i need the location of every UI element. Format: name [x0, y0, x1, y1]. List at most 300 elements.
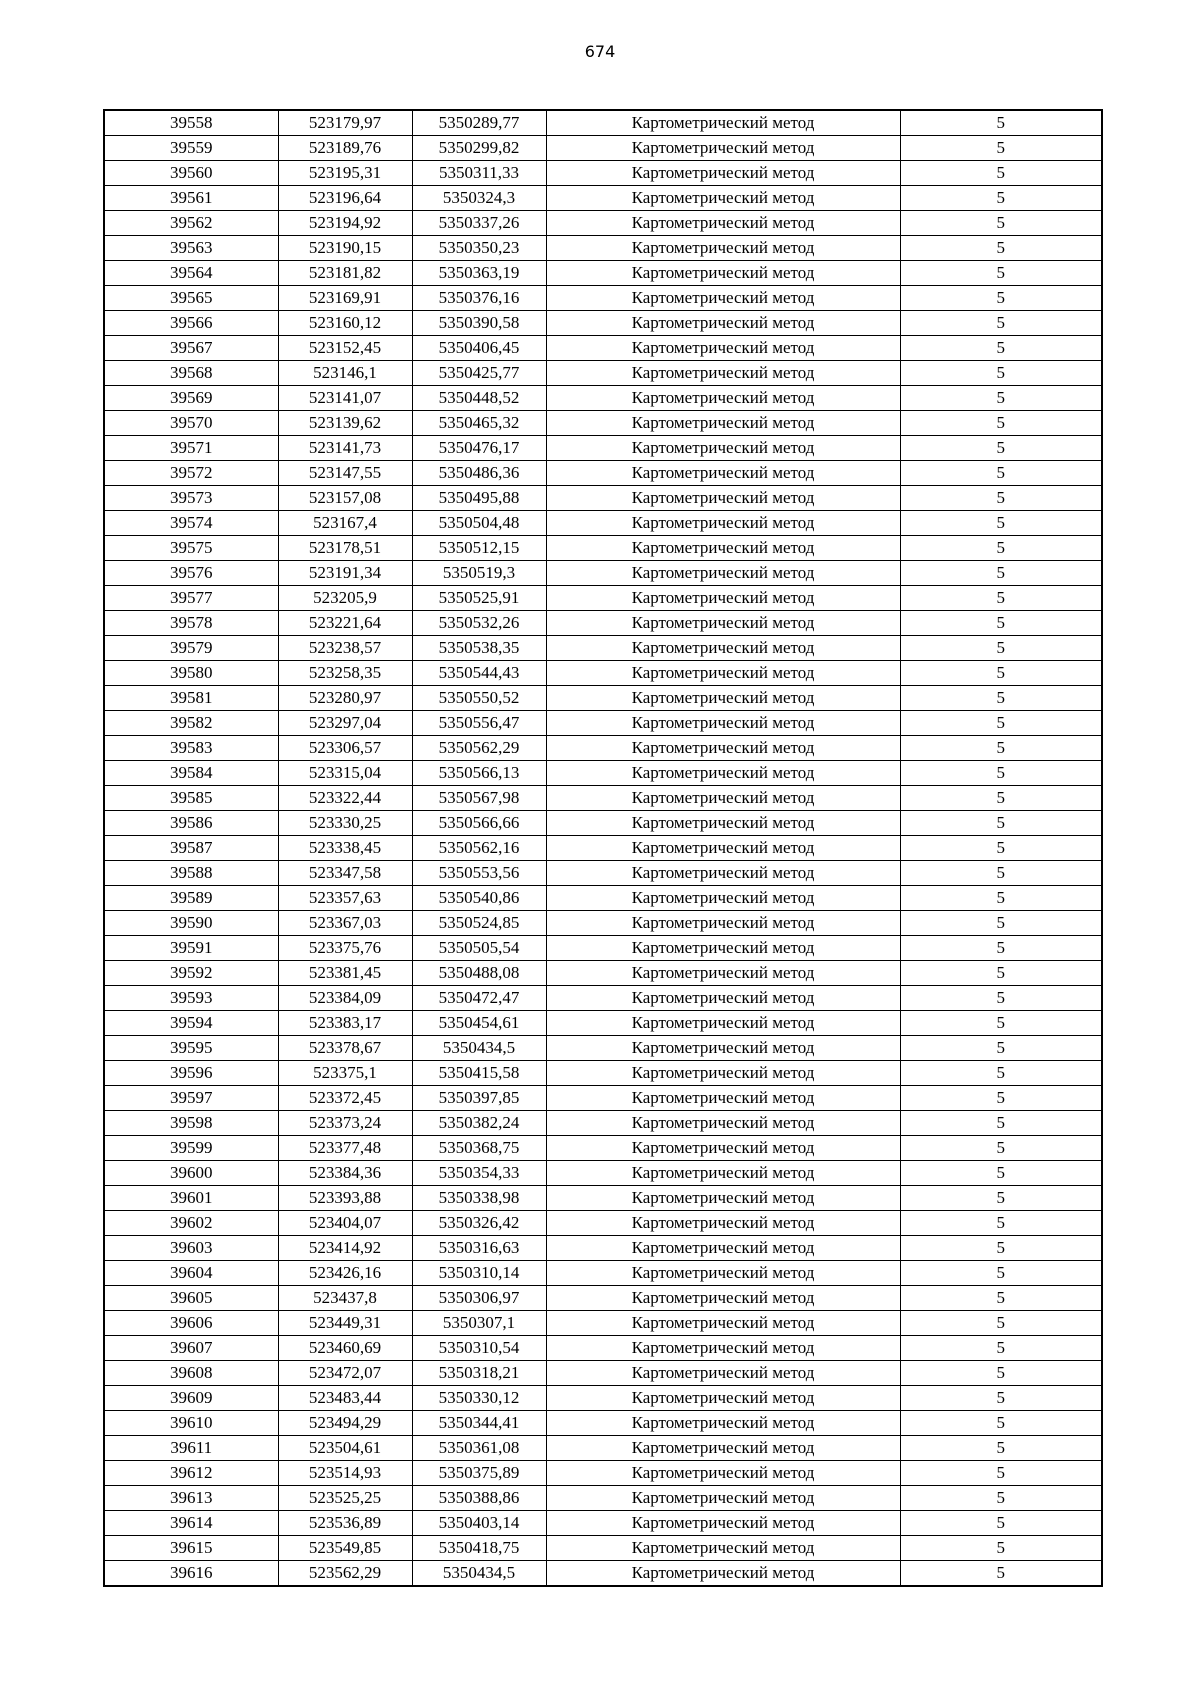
x-coordinate-cell: 523169,91	[278, 286, 412, 311]
accuracy-cell: 5	[900, 1136, 1102, 1161]
point-number-cell: 39592	[104, 961, 278, 986]
y-coordinate-cell: 5350532,26	[412, 611, 546, 636]
table-row	[104, 1461, 1102, 1486]
accuracy-cell: 5	[900, 1536, 1102, 1561]
accuracy-cell: 5	[900, 861, 1102, 886]
table-row	[104, 1436, 1102, 1461]
y-coordinate-cell: 5350488,08	[412, 961, 546, 986]
y-coordinate-cell: 5350324,3	[412, 186, 546, 211]
method-cell: Картометрический метод	[546, 186, 900, 211]
y-coordinate-cell: 5350566,66	[412, 811, 546, 836]
y-coordinate-cell: 5350368,75	[412, 1136, 546, 1161]
y-coordinate-cell: 5350326,42	[412, 1211, 546, 1236]
table-row	[104, 311, 1102, 336]
table-row	[104, 1011, 1102, 1036]
x-coordinate-cell: 523437,8	[278, 1286, 412, 1311]
point-number-cell: 39614	[104, 1511, 278, 1536]
method-cell: Картометрический метод	[546, 586, 900, 611]
table-row	[104, 386, 1102, 411]
method-cell: Картометрический метод	[546, 236, 900, 261]
table-row	[104, 110, 1102, 136]
point-number-cell: 39595	[104, 1036, 278, 1061]
method-cell: Картометрический метод	[546, 686, 900, 711]
accuracy-cell: 5	[900, 1386, 1102, 1411]
point-number-cell: 39605	[104, 1286, 278, 1311]
method-cell: Картометрический метод	[546, 1286, 900, 1311]
x-coordinate-cell: 523414,92	[278, 1236, 412, 1261]
table-row	[104, 786, 1102, 811]
x-coordinate-cell: 523393,88	[278, 1186, 412, 1211]
x-coordinate-cell: 523190,15	[278, 236, 412, 261]
method-cell: Картометрический метод	[546, 1136, 900, 1161]
method-cell: Картометрический метод	[546, 536, 900, 561]
method-cell: Картометрический метод	[546, 1561, 900, 1587]
accuracy-cell: 5	[900, 1211, 1102, 1236]
table-row	[104, 1511, 1102, 1536]
method-cell: Картометрический метод	[546, 1311, 900, 1336]
table-row	[104, 861, 1102, 886]
accuracy-cell: 5	[900, 986, 1102, 1011]
y-coordinate-cell: 5350306,97	[412, 1286, 546, 1311]
method-cell: Картометрический метод	[546, 1536, 900, 1561]
table-row	[104, 661, 1102, 686]
x-coordinate-cell: 523147,55	[278, 461, 412, 486]
point-number-cell: 39610	[104, 1411, 278, 1436]
point-number-cell: 39566	[104, 311, 278, 336]
x-coordinate-cell: 523536,89	[278, 1511, 412, 1536]
y-coordinate-cell: 5350540,86	[412, 886, 546, 911]
y-coordinate-cell: 5350505,54	[412, 936, 546, 961]
point-number-cell: 39577	[104, 586, 278, 611]
y-coordinate-cell: 5350361,08	[412, 1436, 546, 1461]
method-cell: Картометрический метод	[546, 1061, 900, 1086]
method-cell: Картометрический метод	[546, 761, 900, 786]
y-coordinate-cell: 5350448,52	[412, 386, 546, 411]
y-coordinate-cell: 5350388,86	[412, 1486, 546, 1511]
point-number-cell: 39567	[104, 336, 278, 361]
point-number-cell: 39580	[104, 661, 278, 686]
x-coordinate-cell: 523189,76	[278, 136, 412, 161]
table-row	[104, 986, 1102, 1011]
point-number-cell: 39573	[104, 486, 278, 511]
table-row	[104, 261, 1102, 286]
accuracy-cell: 5	[900, 561, 1102, 586]
y-coordinate-cell: 5350434,5	[412, 1036, 546, 1061]
x-coordinate-cell: 523146,1	[278, 361, 412, 386]
table-row	[104, 761, 1102, 786]
point-number-cell: 39604	[104, 1261, 278, 1286]
method-cell: Картометрический метод	[546, 386, 900, 411]
table-row	[104, 486, 1102, 511]
y-coordinate-cell: 5350310,54	[412, 1336, 546, 1361]
point-number-cell: 39562	[104, 211, 278, 236]
method-cell: Картометрический метод	[546, 336, 900, 361]
method-cell: Картометрический метод	[546, 711, 900, 736]
accuracy-cell: 5	[900, 386, 1102, 411]
x-coordinate-cell: 523280,97	[278, 686, 412, 711]
point-number-cell: 39602	[104, 1211, 278, 1236]
accuracy-cell: 5	[900, 1411, 1102, 1436]
y-coordinate-cell: 5350495,88	[412, 486, 546, 511]
table-row	[104, 1111, 1102, 1136]
point-number-cell: 39558	[104, 110, 278, 136]
accuracy-cell: 5	[900, 1036, 1102, 1061]
x-coordinate-cell: 523181,82	[278, 261, 412, 286]
y-coordinate-cell: 5350519,3	[412, 561, 546, 586]
table-row	[104, 611, 1102, 636]
x-coordinate-cell: 523378,67	[278, 1036, 412, 1061]
method-cell: Картометрический метод	[546, 636, 900, 661]
accuracy-cell: 5	[900, 1561, 1102, 1587]
method-cell: Картометрический метод	[546, 736, 900, 761]
point-number-cell: 39589	[104, 886, 278, 911]
point-number-cell: 39569	[104, 386, 278, 411]
table-row	[104, 436, 1102, 461]
y-coordinate-cell: 5350562,16	[412, 836, 546, 861]
accuracy-cell: 5	[900, 1261, 1102, 1286]
table-row	[104, 1486, 1102, 1511]
accuracy-cell: 5	[900, 536, 1102, 561]
table-row	[104, 211, 1102, 236]
y-coordinate-cell: 5350338,98	[412, 1186, 546, 1211]
accuracy-cell: 5	[900, 911, 1102, 936]
y-coordinate-cell: 5350556,47	[412, 711, 546, 736]
x-coordinate-cell: 523373,24	[278, 1111, 412, 1136]
accuracy-cell: 5	[900, 761, 1102, 786]
point-number-cell: 39611	[104, 1436, 278, 1461]
accuracy-cell: 5	[900, 1336, 1102, 1361]
method-cell: Картометрический метод	[546, 886, 900, 911]
x-coordinate-cell: 523205,9	[278, 586, 412, 611]
accuracy-cell: 5	[900, 1286, 1102, 1311]
accuracy-cell: 5	[900, 936, 1102, 961]
y-coordinate-cell: 5350512,15	[412, 536, 546, 561]
method-cell: Картометрический метод	[546, 1511, 900, 1536]
x-coordinate-cell: 523549,85	[278, 1536, 412, 1561]
y-coordinate-cell: 5350318,21	[412, 1361, 546, 1386]
table-row	[104, 636, 1102, 661]
x-coordinate-cell: 523338,45	[278, 836, 412, 861]
point-number-cell: 39590	[104, 911, 278, 936]
table-row	[104, 836, 1102, 861]
point-number-cell: 39599	[104, 1136, 278, 1161]
y-coordinate-cell: 5350397,85	[412, 1086, 546, 1111]
y-coordinate-cell: 5350567,98	[412, 786, 546, 811]
y-coordinate-cell: 5350316,63	[412, 1236, 546, 1261]
y-coordinate-cell: 5350403,14	[412, 1511, 546, 1536]
accuracy-cell: 5	[900, 1486, 1102, 1511]
point-number-cell: 39571	[104, 436, 278, 461]
method-cell: Картометрический метод	[546, 1111, 900, 1136]
accuracy-cell: 5	[900, 611, 1102, 636]
method-cell: Картометрический метод	[546, 561, 900, 586]
point-number-cell: 39594	[104, 1011, 278, 1036]
table-row	[104, 361, 1102, 386]
y-coordinate-cell: 5350376,16	[412, 286, 546, 311]
point-number-cell: 39615	[104, 1536, 278, 1561]
method-cell: Картометрический метод	[546, 486, 900, 511]
y-coordinate-cell: 5350415,58	[412, 1061, 546, 1086]
point-number-cell: 39560	[104, 161, 278, 186]
point-number-cell: 39593	[104, 986, 278, 1011]
point-number-cell: 39612	[104, 1461, 278, 1486]
point-number-cell: 39601	[104, 1186, 278, 1211]
page-number: 674	[584, 42, 616, 61]
point-number-cell: 39603	[104, 1236, 278, 1261]
y-coordinate-cell: 5350566,13	[412, 761, 546, 786]
accuracy-cell: 5	[900, 1011, 1102, 1036]
x-coordinate-cell: 523426,16	[278, 1261, 412, 1286]
method-cell: Картометрический метод	[546, 461, 900, 486]
table-row	[104, 1336, 1102, 1361]
method-cell: Картометрический метод	[546, 1186, 900, 1211]
method-cell: Картометрический метод	[546, 611, 900, 636]
accuracy-cell: 5	[900, 236, 1102, 261]
method-cell: Картометрический метод	[546, 961, 900, 986]
x-coordinate-cell: 523191,34	[278, 561, 412, 586]
accuracy-cell: 5	[900, 461, 1102, 486]
accuracy-cell: 5	[900, 436, 1102, 461]
y-coordinate-cell: 5350553,56	[412, 861, 546, 886]
table-row	[104, 1411, 1102, 1436]
accuracy-cell: 5	[900, 136, 1102, 161]
x-coordinate-cell: 523347,58	[278, 861, 412, 886]
accuracy-cell: 5	[900, 636, 1102, 661]
x-coordinate-cell: 523375,76	[278, 936, 412, 961]
y-coordinate-cell: 5350311,33	[412, 161, 546, 186]
y-coordinate-cell: 5350299,82	[412, 136, 546, 161]
table-row	[104, 1061, 1102, 1086]
accuracy-cell: 5	[900, 1236, 1102, 1261]
y-coordinate-cell: 5350524,85	[412, 911, 546, 936]
x-coordinate-cell: 523449,31	[278, 1311, 412, 1336]
y-coordinate-cell: 5350363,19	[412, 261, 546, 286]
table-row	[104, 1311, 1102, 1336]
accuracy-cell: 5	[900, 711, 1102, 736]
method-cell: Картометрический метод	[546, 261, 900, 286]
accuracy-cell: 5	[900, 411, 1102, 436]
table-row	[104, 811, 1102, 836]
x-coordinate-cell: 523179,97	[278, 110, 412, 136]
y-coordinate-cell: 5350354,33	[412, 1161, 546, 1186]
point-number-cell: 39608	[104, 1361, 278, 1386]
accuracy-cell: 5	[900, 286, 1102, 311]
table-row	[104, 586, 1102, 611]
method-cell: Картометрический метод	[546, 1086, 900, 1111]
method-cell: Картометрический метод	[546, 661, 900, 686]
accuracy-cell: 5	[900, 1061, 1102, 1086]
x-coordinate-cell: 523178,51	[278, 536, 412, 561]
table-row	[104, 1136, 1102, 1161]
table-row	[104, 286, 1102, 311]
accuracy-cell: 5	[900, 1086, 1102, 1111]
table-row	[104, 461, 1102, 486]
method-cell: Картометрический метод	[546, 436, 900, 461]
accuracy-cell: 5	[900, 110, 1102, 136]
method-cell: Картометрический метод	[546, 1386, 900, 1411]
point-number-cell: 39578	[104, 611, 278, 636]
table-row	[104, 736, 1102, 761]
x-coordinate-cell: 523330,25	[278, 811, 412, 836]
method-cell: Картометрический метод	[546, 1486, 900, 1511]
table-row	[104, 711, 1102, 736]
x-coordinate-cell: 523377,48	[278, 1136, 412, 1161]
point-number-cell: 39559	[104, 136, 278, 161]
method-cell: Картометрический метод	[546, 1336, 900, 1361]
x-coordinate-cell: 523194,92	[278, 211, 412, 236]
point-number-cell: 39575	[104, 536, 278, 561]
accuracy-cell: 5	[900, 1511, 1102, 1536]
table-row	[104, 1386, 1102, 1411]
x-coordinate-cell: 523383,17	[278, 1011, 412, 1036]
y-coordinate-cell: 5350425,77	[412, 361, 546, 386]
method-cell: Картометрический метод	[546, 1036, 900, 1061]
x-coordinate-cell: 523322,44	[278, 786, 412, 811]
table-row	[104, 1261, 1102, 1286]
accuracy-cell: 5	[900, 1186, 1102, 1211]
point-number-cell: 39564	[104, 261, 278, 286]
point-number-cell: 39579	[104, 636, 278, 661]
method-cell: Картометрический метод	[546, 836, 900, 861]
accuracy-cell: 5	[900, 336, 1102, 361]
y-coordinate-cell: 5350476,17	[412, 436, 546, 461]
point-number-cell: 39568	[104, 361, 278, 386]
method-cell: Картометрический метод	[546, 911, 900, 936]
accuracy-cell: 5	[900, 1311, 1102, 1336]
point-number-cell: 39581	[104, 686, 278, 711]
point-number-cell: 39585	[104, 786, 278, 811]
accuracy-cell: 5	[900, 486, 1102, 511]
x-coordinate-cell: 523357,63	[278, 886, 412, 911]
table-row	[104, 1286, 1102, 1311]
y-coordinate-cell: 5350350,23	[412, 236, 546, 261]
method-cell: Картометрический метод	[546, 1161, 900, 1186]
y-coordinate-cell: 5350375,89	[412, 1461, 546, 1486]
point-number-cell: 39572	[104, 461, 278, 486]
point-number-cell: 39607	[104, 1336, 278, 1361]
x-coordinate-cell: 523167,4	[278, 511, 412, 536]
point-number-cell: 39596	[104, 1061, 278, 1086]
table-row	[104, 161, 1102, 186]
x-coordinate-cell: 523141,07	[278, 386, 412, 411]
x-coordinate-cell: 523221,64	[278, 611, 412, 636]
table-row	[104, 561, 1102, 586]
x-coordinate-cell: 523404,07	[278, 1211, 412, 1236]
point-number-cell: 39609	[104, 1386, 278, 1411]
accuracy-cell: 5	[900, 786, 1102, 811]
method-cell: Картометрический метод	[546, 811, 900, 836]
point-number-cell: 39584	[104, 761, 278, 786]
point-number-cell: 39588	[104, 861, 278, 886]
point-number-cell: 39616	[104, 1561, 278, 1587]
x-coordinate-cell: 523494,29	[278, 1411, 412, 1436]
x-coordinate-cell: 523306,57	[278, 736, 412, 761]
table-row	[104, 236, 1102, 261]
coordinates-table	[103, 109, 1103, 1587]
y-coordinate-cell: 5350562,29	[412, 736, 546, 761]
accuracy-cell: 5	[900, 836, 1102, 861]
accuracy-cell: 5	[900, 886, 1102, 911]
accuracy-cell: 5	[900, 1111, 1102, 1136]
point-number-cell: 39574	[104, 511, 278, 536]
table-row	[104, 886, 1102, 911]
accuracy-cell: 5	[900, 961, 1102, 986]
x-coordinate-cell: 523195,31	[278, 161, 412, 186]
y-coordinate-cell: 5350344,41	[412, 1411, 546, 1436]
y-coordinate-cell: 5350307,1	[412, 1311, 546, 1336]
accuracy-cell: 5	[900, 736, 1102, 761]
table-row	[104, 1536, 1102, 1561]
accuracy-cell: 5	[900, 211, 1102, 236]
method-cell: Картометрический метод	[546, 861, 900, 886]
accuracy-cell: 5	[900, 361, 1102, 386]
y-coordinate-cell: 5350472,47	[412, 986, 546, 1011]
accuracy-cell: 5	[900, 811, 1102, 836]
method-cell: Картометрический метод	[546, 1436, 900, 1461]
table-row	[104, 1561, 1102, 1587]
accuracy-cell: 5	[900, 161, 1102, 186]
y-coordinate-cell: 5350538,35	[412, 636, 546, 661]
y-coordinate-cell: 5350390,58	[412, 311, 546, 336]
accuracy-cell: 5	[900, 1436, 1102, 1461]
point-number-cell: 39583	[104, 736, 278, 761]
method-cell: Картометрический метод	[546, 136, 900, 161]
method-cell: Картометрический метод	[546, 161, 900, 186]
x-coordinate-cell: 523196,64	[278, 186, 412, 211]
method-cell: Картометрический метод	[546, 1011, 900, 1036]
x-coordinate-cell: 523514,93	[278, 1461, 412, 1486]
table-row	[104, 1236, 1102, 1261]
point-number-cell: 39586	[104, 811, 278, 836]
accuracy-cell: 5	[900, 261, 1102, 286]
y-coordinate-cell: 5350289,77	[412, 110, 546, 136]
table-row	[104, 536, 1102, 561]
y-coordinate-cell: 5350330,12	[412, 1386, 546, 1411]
y-coordinate-cell: 5350454,61	[412, 1011, 546, 1036]
x-coordinate-cell: 523375,1	[278, 1061, 412, 1086]
y-coordinate-cell: 5350550,52	[412, 686, 546, 711]
table-row	[104, 511, 1102, 536]
point-number-cell: 39563	[104, 236, 278, 261]
x-coordinate-cell: 523297,04	[278, 711, 412, 736]
y-coordinate-cell: 5350310,14	[412, 1261, 546, 1286]
point-number-cell: 39565	[104, 286, 278, 311]
method-cell: Картометрический метод	[546, 936, 900, 961]
accuracy-cell: 5	[900, 586, 1102, 611]
method-cell: Картометрический метод	[546, 786, 900, 811]
table-row	[104, 936, 1102, 961]
x-coordinate-cell: 523525,25	[278, 1486, 412, 1511]
point-number-cell: 39561	[104, 186, 278, 211]
table-row	[104, 1036, 1102, 1061]
y-coordinate-cell: 5350434,5	[412, 1561, 546, 1587]
y-coordinate-cell: 5350406,45	[412, 336, 546, 361]
method-cell: Картометрический метод	[546, 361, 900, 386]
method-cell: Картометрический метод	[546, 411, 900, 436]
point-number-cell: 39597	[104, 1086, 278, 1111]
x-coordinate-cell: 523562,29	[278, 1561, 412, 1587]
method-cell: Картометрический метод	[546, 286, 900, 311]
accuracy-cell: 5	[900, 311, 1102, 336]
accuracy-cell: 5	[900, 1161, 1102, 1186]
accuracy-cell: 5	[900, 1461, 1102, 1486]
point-number-cell: 39600	[104, 1161, 278, 1186]
x-coordinate-cell: 523367,03	[278, 911, 412, 936]
table-row	[104, 686, 1102, 711]
table-row	[104, 1211, 1102, 1236]
method-cell: Картометрический метод	[546, 1411, 900, 1436]
x-coordinate-cell: 523157,08	[278, 486, 412, 511]
